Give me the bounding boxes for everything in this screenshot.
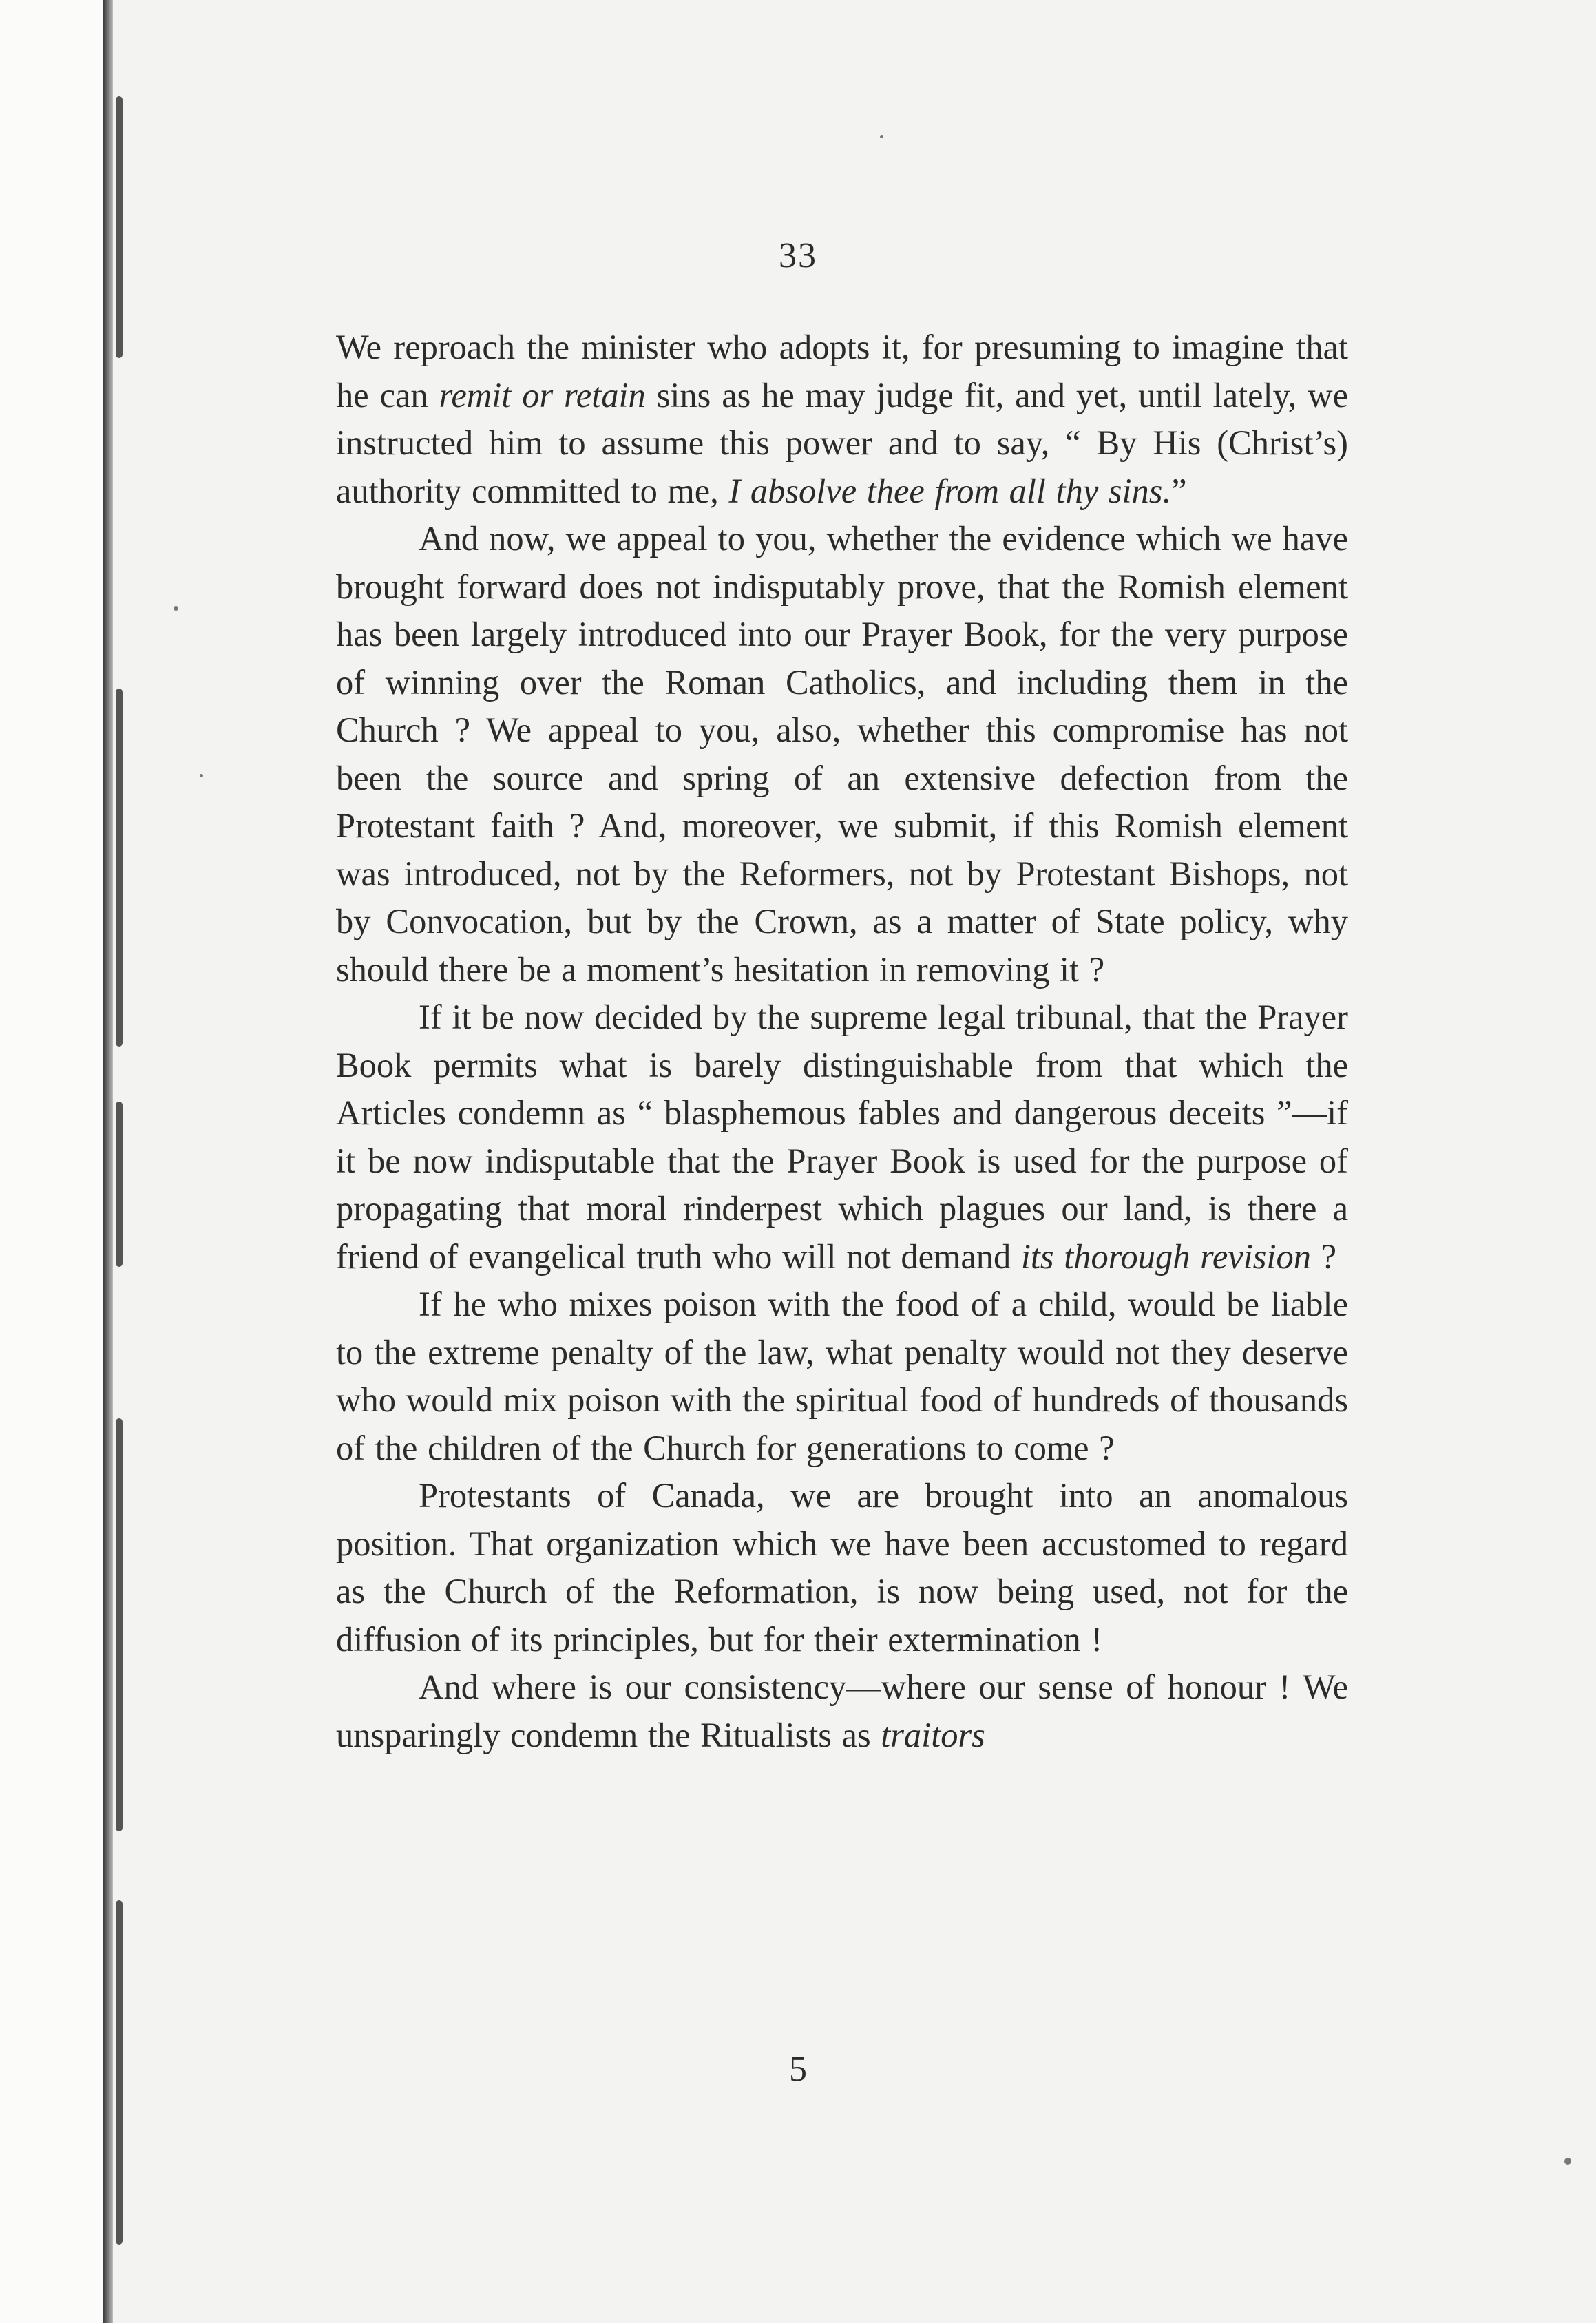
paragraph [336, 1663, 1348, 1759]
text-segment: sins as he may judge fit, and yet, until lately, we instructed him to assume this power and to say, “ By His (Christ’s) authority committed to me, [336, 375, 1348, 510]
body-text [336, 324, 1348, 1759]
binding-mark [116, 1102, 123, 1267]
paragraph [336, 1281, 1348, 1472]
binding-mark [116, 689, 123, 1047]
italic-text-segment: remit or retain [439, 375, 646, 414]
scan-speck [880, 135, 883, 138]
scan-speck [200, 774, 203, 777]
binding-mark [116, 1418, 123, 1831]
scan-speck [174, 606, 178, 611]
binding-edge [103, 0, 113, 2323]
italic-text-segment: its thorough revision [1020, 1237, 1311, 1276]
text-segment: Protestants of Canada, we are brought into an anomalous position. That organization which we have been accustomed to regard as the Church of the Reformation, is now being used, not for the diffusion of its principles, but for their extermination ! [336, 1476, 1348, 1659]
paragraph [336, 324, 1348, 515]
text-segment: If it be now decided by the supreme legal tribunal, that the Prayer Book permits what is barely distinguishable from that which the Articles condemn as “ blasphemous fables and dangerous deceits ”—if it be now indisputable that the Prayer Book is used for the purpose of propagating that moral rinderpest which plagues our land, is there a friend of evangelical truth who will not demand [336, 998, 1348, 1276]
text-segment: And where is our consistency—where our sense of honour ! We unsparingly condemn the Ritualists as [336, 1668, 1348, 1754]
page-margin-left [0, 0, 103, 2323]
italic-text-segment: traitors [881, 1715, 985, 1754]
paragraph [336, 515, 1348, 994]
text-segment: ” [1171, 471, 1187, 510]
text-segment: We reproach the minister who adopts it, for presuming to imagine that he can [336, 328, 1348, 414]
text-segment: ? [1310, 1237, 1336, 1276]
italic-text-segment: I absolve thee from all thy sins. [728, 471, 1172, 510]
paragraph [336, 994, 1348, 1281]
page-number: 33 [779, 236, 817, 275]
text-segment: And now, we appeal to you, whether the evidence which we have brought forward does not indisputably prove, that the Romish element has been largely introduced into our Prayer Book, for the very purpose of winning over the Roman Catholics, and including them in the Church ? We appeal to you, also, whether this compromise has not been the source and spring of an extensive defection from the Protestant faith ? And, moreover, we submit, if this Romish element was introduced, not by the Reformers, not by Protestant Bishops, not by Convocation, but by the Crown, as a matter of State policy, why should there be a moment’s hesitation in removing it ? [336, 519, 1348, 989]
text-segment: If he who mixes poison with the food of a child, would be liable to the extreme penalty of the law, what penalty would not they deserve who would mix poison with the spiritual food of hundreds of thousands of the children of the Church for generations to come ? [336, 1285, 1348, 1467]
scan-speck [1564, 2158, 1571, 2165]
paragraph [336, 1472, 1348, 1663]
signature-mark: 5 [789, 2050, 807, 2089]
binding-mark [116, 96, 123, 358]
